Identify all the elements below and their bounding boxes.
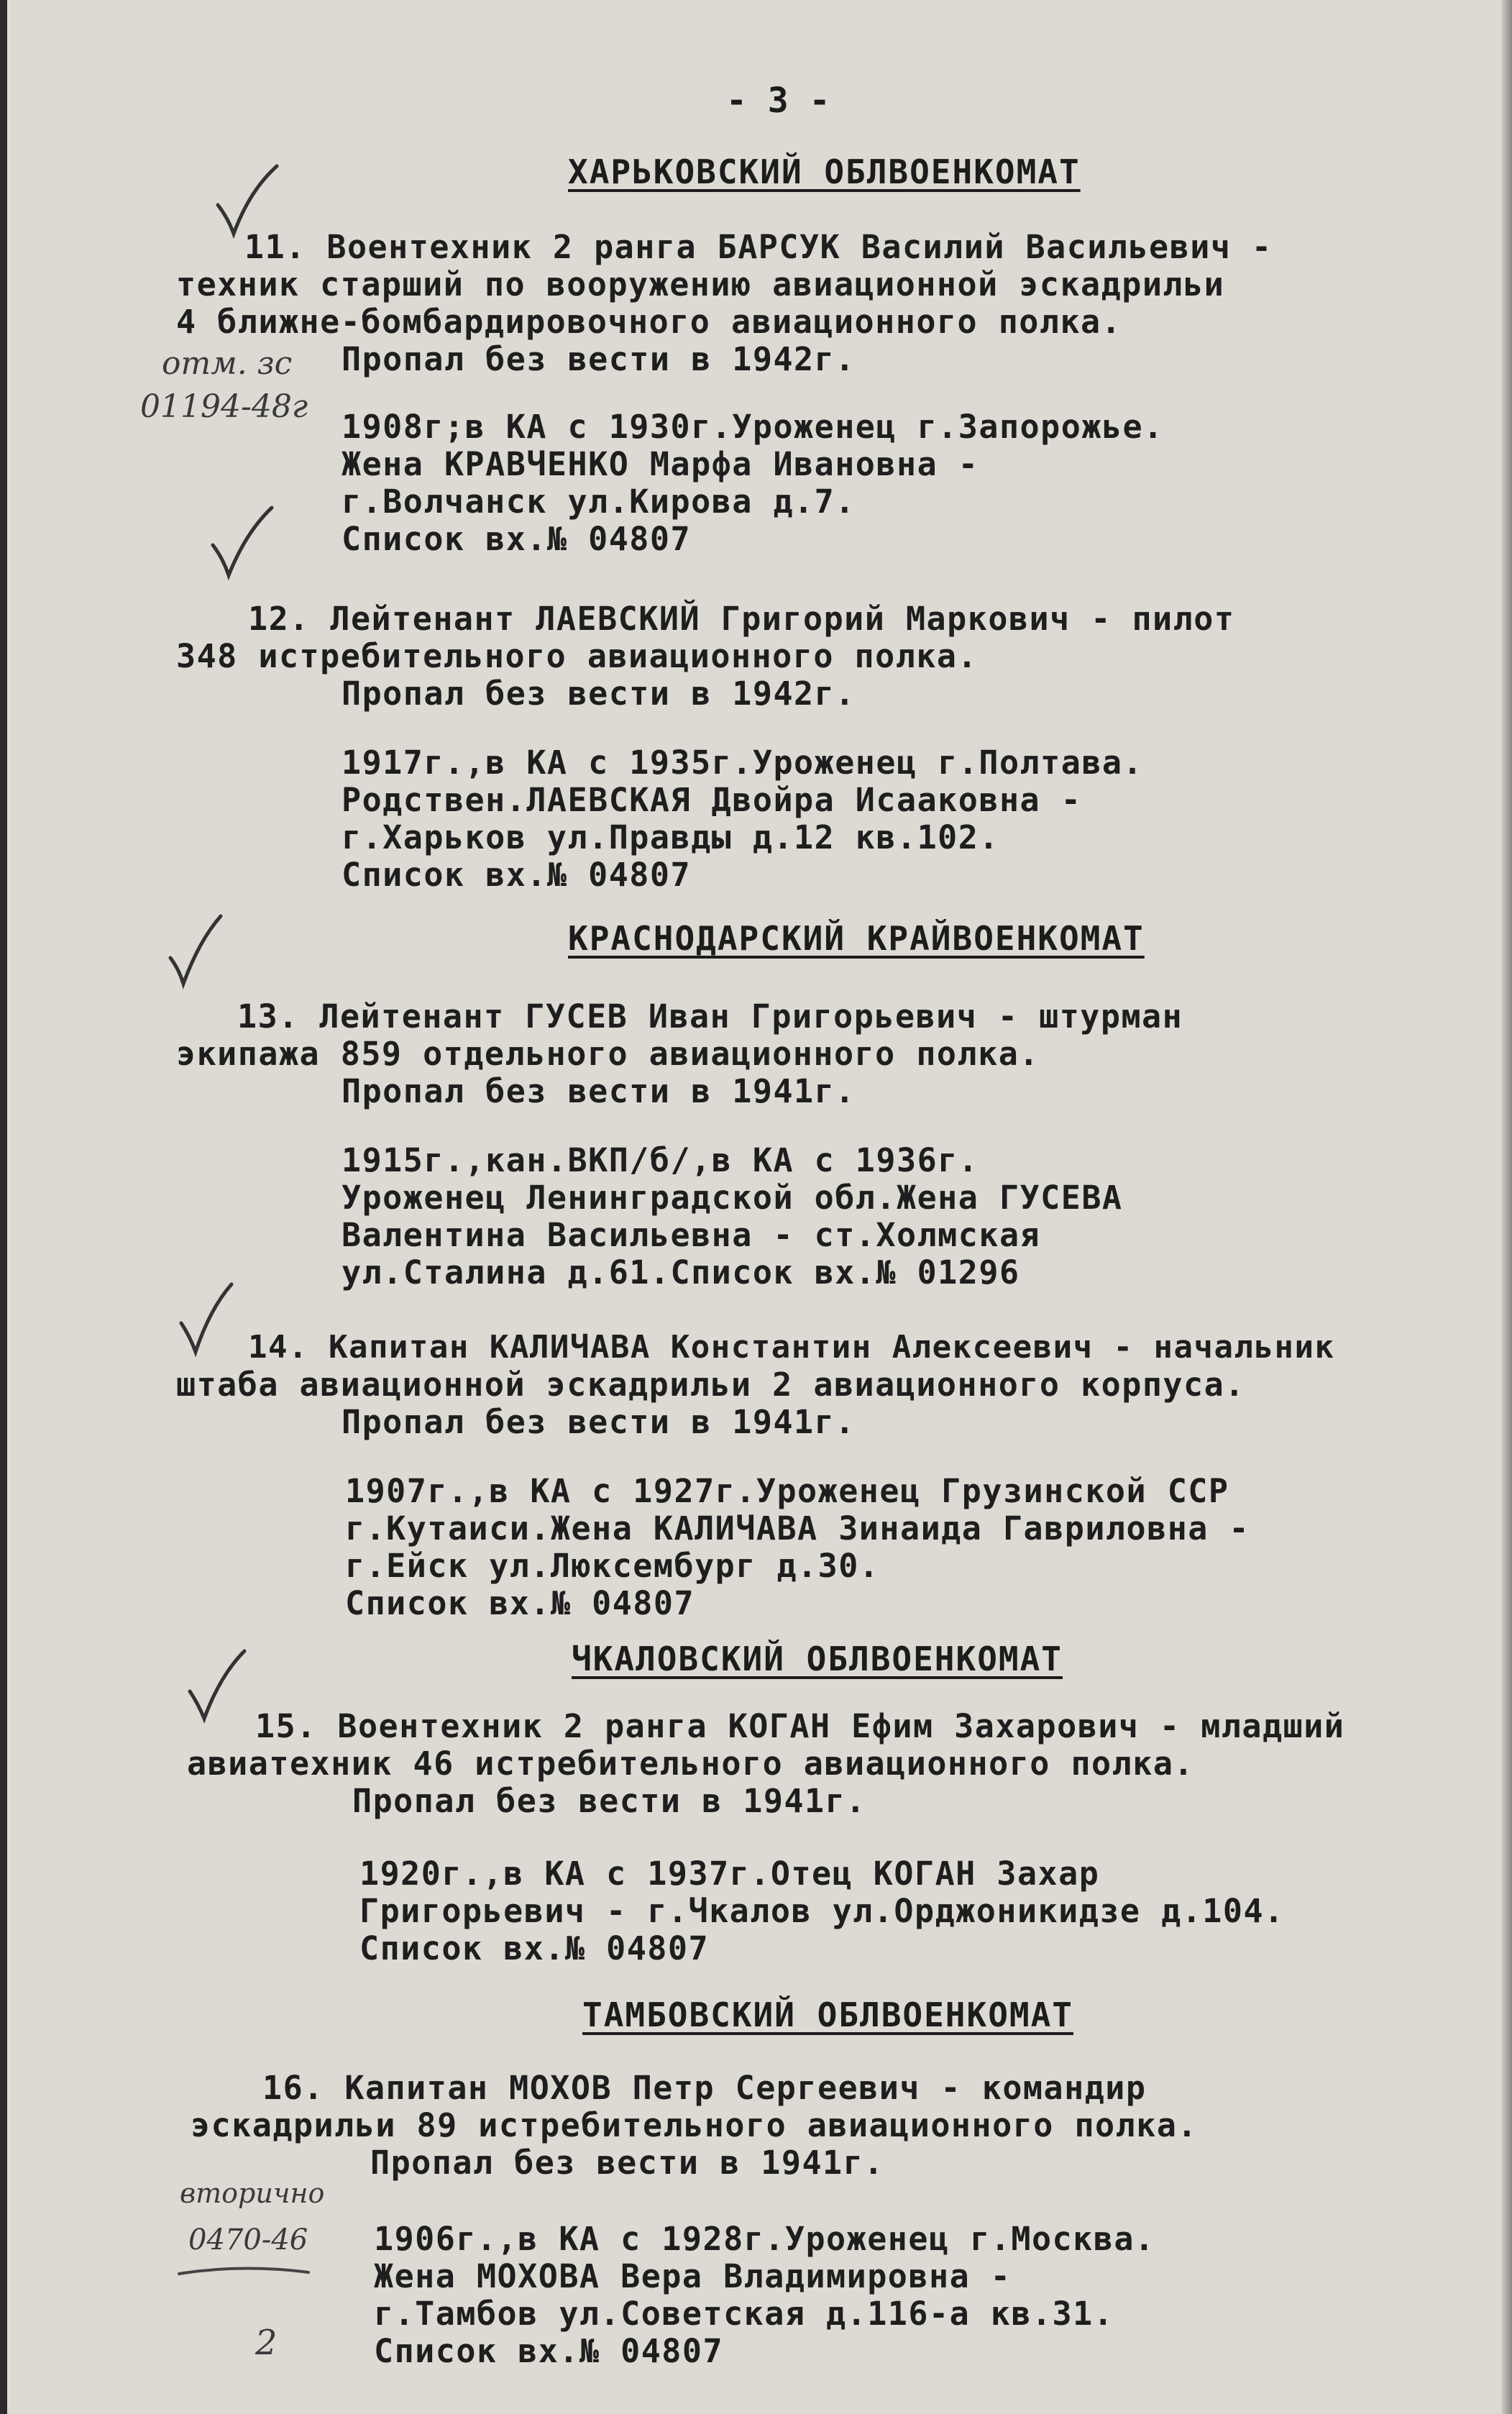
checkmark-icon xyxy=(205,162,284,241)
entry-13-line-2: экипажа 859 отдельного авиационного полка. xyxy=(176,1035,1040,1073)
entry-14-line-1: 14. Капитан КАЛИЧАВА Константин Алексеевич - начальник xyxy=(248,1329,1335,1366)
handwritten-note-1a: отм. зс xyxy=(162,345,293,382)
entry-12-line-3: Пропал без вести в 1942г. xyxy=(342,675,856,713)
entry-12-line-6: г.Харьков ул.Правды д.12 кв.102. xyxy=(342,818,999,856)
entry-11-line-2: техник старший по вооружению авиационной эскадрильи xyxy=(176,265,1225,303)
entry-11-line-6: Жена КРАВЧЕНКО Марфа Ивановна - xyxy=(342,445,979,483)
entry-15-line-3: Пропал без вести в 1941г. xyxy=(352,1782,866,1820)
scan-edge-right xyxy=(1502,0,1512,2414)
entry-14-line-5: г.Кутаиси.Жена КАЛИЧАВА Зинаида Гавриловна - xyxy=(345,1509,1250,1547)
entry-11-line-5: 1908г;в КА с 1930г.Уроженец г.Запорожье. xyxy=(342,408,1164,446)
entry-14-line-2: штаба авиационной эскадрильи 2 авиационного корпуса. xyxy=(176,1366,1245,1404)
entry-16-line-4: 1906г.,в КА с 1928г.Уроженец г.Москва. xyxy=(374,2220,1155,2258)
entry-13-line-3: Пропал без вести в 1941г. xyxy=(342,1072,856,1110)
checkmark-icon xyxy=(173,1280,237,1359)
entry-12-line-2: 348 истребительного авиационного полка. xyxy=(176,637,979,675)
section-heading-krasnodar: КРАСНОДАРСКИЙ КРАЙВОЕНКОМАТ xyxy=(568,919,1145,958)
entry-14-line-6: г.Ейск ул.Люксембург д.30. xyxy=(345,1547,880,1585)
handwritten-note-2a: вторично xyxy=(180,2177,325,2209)
entry-13-line-5: Уроженец Ленинградской обл.Жена ГУСЕВА xyxy=(342,1179,1123,1217)
entry-16-line-2: эскадрильи 89 истребительного авиационного полка. xyxy=(191,2106,1199,2144)
entry-16-line-6: г.Тамбов ул.Советская д.116-а кв.31. xyxy=(374,2295,1114,2333)
entry-13-line-6: Валентина Васильевна - ст.Холмская xyxy=(342,1216,1041,1254)
entry-12-line-7: Список вх.№ 04807 xyxy=(342,856,692,894)
checkmark-icon xyxy=(201,503,280,582)
handwritten-note-2c: 2 xyxy=(255,2323,278,2363)
entry-16-line-1: 16. Капитан МОХОВ Петр Сергеевич - командир xyxy=(262,2069,1147,2107)
entry-11-line-4: Пропал без вести в 1942г. xyxy=(342,340,856,378)
entry-14-line-4: 1907г.,в КА с 1927г.Уроженец Грузинской ССР xyxy=(345,1472,1229,1510)
scan-edge-left xyxy=(0,0,7,2414)
entry-16-line-7: Список вх.№ 04807 xyxy=(374,2332,724,2370)
entry-11-line-8: Список вх.№ 04807 xyxy=(342,520,692,558)
checkmark-icon xyxy=(180,1647,252,1726)
handwritten-underline xyxy=(176,2258,313,2287)
entry-14-line-7: Список вх.№ 04807 xyxy=(345,1584,695,1622)
entry-14-line-3: Пропал без вести в 1941г. xyxy=(342,1403,856,1441)
entry-12-line-5: Родствен.ЛАЕВСКАЯ Двойра Исааковна - xyxy=(342,781,1082,819)
page-number: - 3 - xyxy=(726,81,830,121)
entry-15-line-2: авиатехник 46 истребительного авиационного полка. xyxy=(187,1745,1195,1783)
section-heading-chkalov: ЧКАЛОВСКИЙ ОБЛВОЕНКОМАТ xyxy=(572,1640,1063,1678)
entry-15-line-1: 15. Воентехник 2 ранга КОГАН Ефим Захарович - младший xyxy=(255,1707,1345,1745)
entry-16-line-3: Пропал без вести в 1941г. xyxy=(370,2144,884,2182)
entry-13-line-4: 1915г.,кан.ВКП/б/,в КА с 1936г. xyxy=(342,1141,979,1179)
entry-12-line-1: 12. Лейтенант ЛАЕВСКИЙ Григорий Маркович - пилот xyxy=(248,600,1235,638)
section-heading-kharkov: ХАРЬКОВСКИЙ ОБЛВОЕНКОМАТ xyxy=(568,152,1081,191)
entry-12-line-4: 1917г.,в КА с 1935г.Уроженец г.Полтава. xyxy=(342,744,1144,782)
entry-16-line-5: Жена МОХОВА Вера Владимировна - xyxy=(374,2257,1012,2295)
entry-15-line-6: Список вх.№ 04807 xyxy=(359,1929,710,1967)
entry-13-line-7: ул.Сталина д.61.Список вх.№ 01296 xyxy=(342,1253,1020,1291)
entry-11-line-3: 4 ближне-бомбардировочного авиационного полка. xyxy=(176,303,1122,341)
entry-11-line-7: г.Волчанск ул.Кирова д.7. xyxy=(342,483,856,521)
handwritten-note-2b: 0470-46 xyxy=(188,2223,308,2257)
checkmark-icon xyxy=(162,912,226,991)
entry-13-line-1: 13. Лейтенант ГУСЕВ Иван Григорьевич - штурман xyxy=(237,997,1183,1035)
section-heading-tambov: ТАМБОВСКИЙ ОБЛВОЕНКОМАТ xyxy=(582,1995,1073,2034)
entry-15-line-4: 1920г.,в КА с 1937г.Отец КОГАН Захар xyxy=(359,1855,1100,1893)
entry-15-line-5: Григорьевич - г.Чкалов ул.Орджоникидзе д.104. xyxy=(359,1892,1285,1930)
handwritten-note-1b: 01194-48г xyxy=(140,388,308,425)
entry-11-line-1: 11. Воентехник 2 ранга БАРСУК Василий Васильевич - xyxy=(244,228,1273,266)
